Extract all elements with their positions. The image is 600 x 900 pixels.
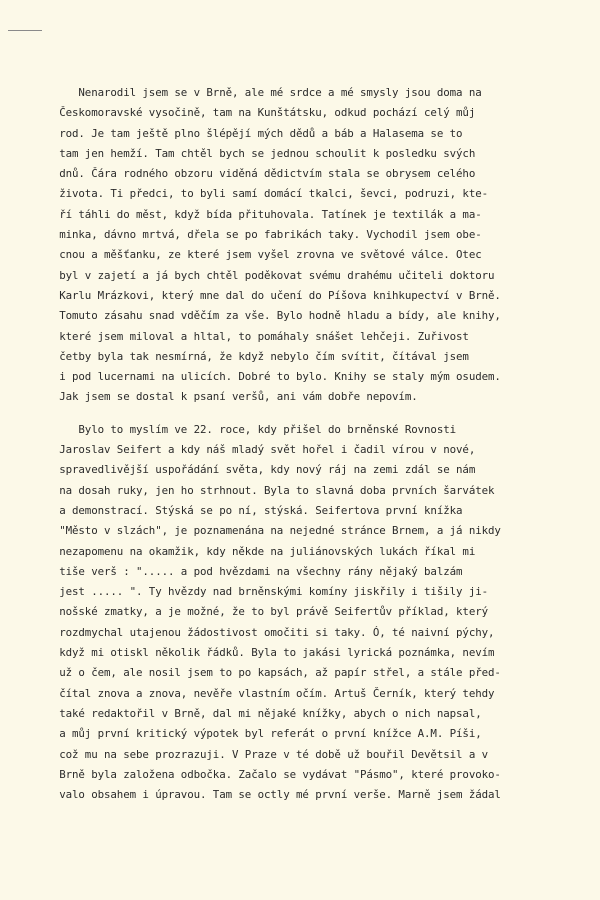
text-line: a můj první kritický výpotek byl referát o první knížce A.M. Píši, <box>40 727 482 741</box>
text-line: cnou a měšťanku, ze které jsem vyšel zrovna ve světové válce. Otec <box>40 248 482 262</box>
text-line: byl v zajetí a já bych chtěl poděkovat svému drahému učiteli doktoru <box>40 268 495 282</box>
text-line: spravedlivější uspořádání světa, kdy nový ráj na zemi zdál se nám <box>40 463 476 477</box>
text-line: rozdmychal utajenou žádostivost omočiti si taky. Ó, té naivní pýchy, <box>40 625 495 639</box>
text-line: na dosah ruky, jen ho strhnout. Byla to slavná doba prvních šarvátek <box>40 483 495 497</box>
text-line: také redaktořil v Brně, dal mi nějaké knížky, abych o nich napsal, <box>40 706 482 720</box>
text-line: nezapomenu na okamžik, kdy někde na juliánovských lukách říkal mi <box>40 544 476 558</box>
text-line: což mu na sebe prozrazuji. V Praze v té době už bouřil Devětsil a v <box>40 747 489 761</box>
text-line: "Město v slzách", je poznamenána na nejedné stránce Brnem, a já nikdy <box>40 524 501 538</box>
text-line: Nenarodil jsem se v Brně, ale mé srdce a mé smysly jsou doma na <box>40 86 482 99</box>
text-line: Brně byla založena odbočka. Začalo se vydávat "Pásmo", které provoko- <box>40 767 501 781</box>
paragraph <box>40 420 590 806</box>
paragraph <box>40 83 590 408</box>
text-line: a demonstrací. Stýská se po ní, stýská. Seifertova první knížka <box>40 503 463 517</box>
text-line: valo obsahem i úpravou. Tam se octly mé první verše. Marně jsem žádal <box>40 788 501 802</box>
text-line: minka, dávno mrtvá, dřela se po fabrikách taky. Vychodil jsem obe- <box>40 228 482 242</box>
text-line: dnů. Čára rodného obzoru viděná dědictvím stala se obrysem celého <box>40 167 476 181</box>
text-line: když mi otiskl několik řádků. Byla to jakási lyrická poznámka, nevím <box>40 646 495 660</box>
text-line: nošské zmatky, a je možné, že to byl právě Seifertův příklad, který <box>40 605 489 619</box>
text-line: četby byla tak nesmírná, že když nebylo čím svítit, čítával jsem <box>40 349 469 363</box>
paragraph-gap <box>40 408 590 420</box>
text-line: tam jen hemží. Tam chtěl bych se jednou schoulit k posledku svých <box>40 146 476 160</box>
text-line: i pod lucernami na ulicích. Dobré to bylo. Knihy se staly mým osudem. <box>40 370 501 384</box>
text-line: Bylo to myslím ve 22. roce, kdy přišel do brněnské Rovnosti <box>40 422 457 436</box>
text-line: Tomuto zásahu snad vděčím za vše. Bylo hodně hladu a bídy, ale knihy, <box>40 309 501 323</box>
typed-text-body <box>40 83 590 805</box>
text-line: života. Ti předci, to byli samí domácí tkalci, ševci, podruzi, kte- <box>40 187 489 201</box>
text-line: čítal znova a znova, nevěře vlastním očím. Artuš Černík, který tehdy <box>40 686 495 700</box>
text-line: Jak jsem se dostal k psaní veršů, ani vám dobře nepovím. <box>40 390 418 404</box>
text-line: Karlu Mrázkovi, který mne dal do učení do Píšova knihkupectví v Brně. <box>40 288 501 302</box>
text-line: tiše verš : "..... a pod hvězdami na všechny rány nějaký balzám <box>40 564 463 578</box>
text-line: Jaroslav Seifert a kdy náš mladý svět hořel i čadil vírou v nové, <box>40 443 476 457</box>
margin-mark <box>8 30 42 31</box>
text-line: rod. Je tam ještě plno šlépějí mých dědů a báb a Halasema se to <box>40 126 463 140</box>
text-line: které jsem miloval a hltal, to pomáhaly snášet lehčeji. Zuřivost <box>40 329 469 343</box>
text-line: už o čem, ale nosil jsem to po kapsách, až papír střel, a stále před- <box>40 666 501 680</box>
text-line: ří táhli do měst, když bída přituhovala. Tatínek je textilák a ma- <box>40 207 482 221</box>
text-line: jest ..... ". Ty hvězdy nad brněnskými komíny jiskřily i tišily ji- <box>40 585 489 599</box>
text-line: Českomoravské vysočině, tam na Kunštátsku, odkud pochází celý můj <box>40 106 476 120</box>
